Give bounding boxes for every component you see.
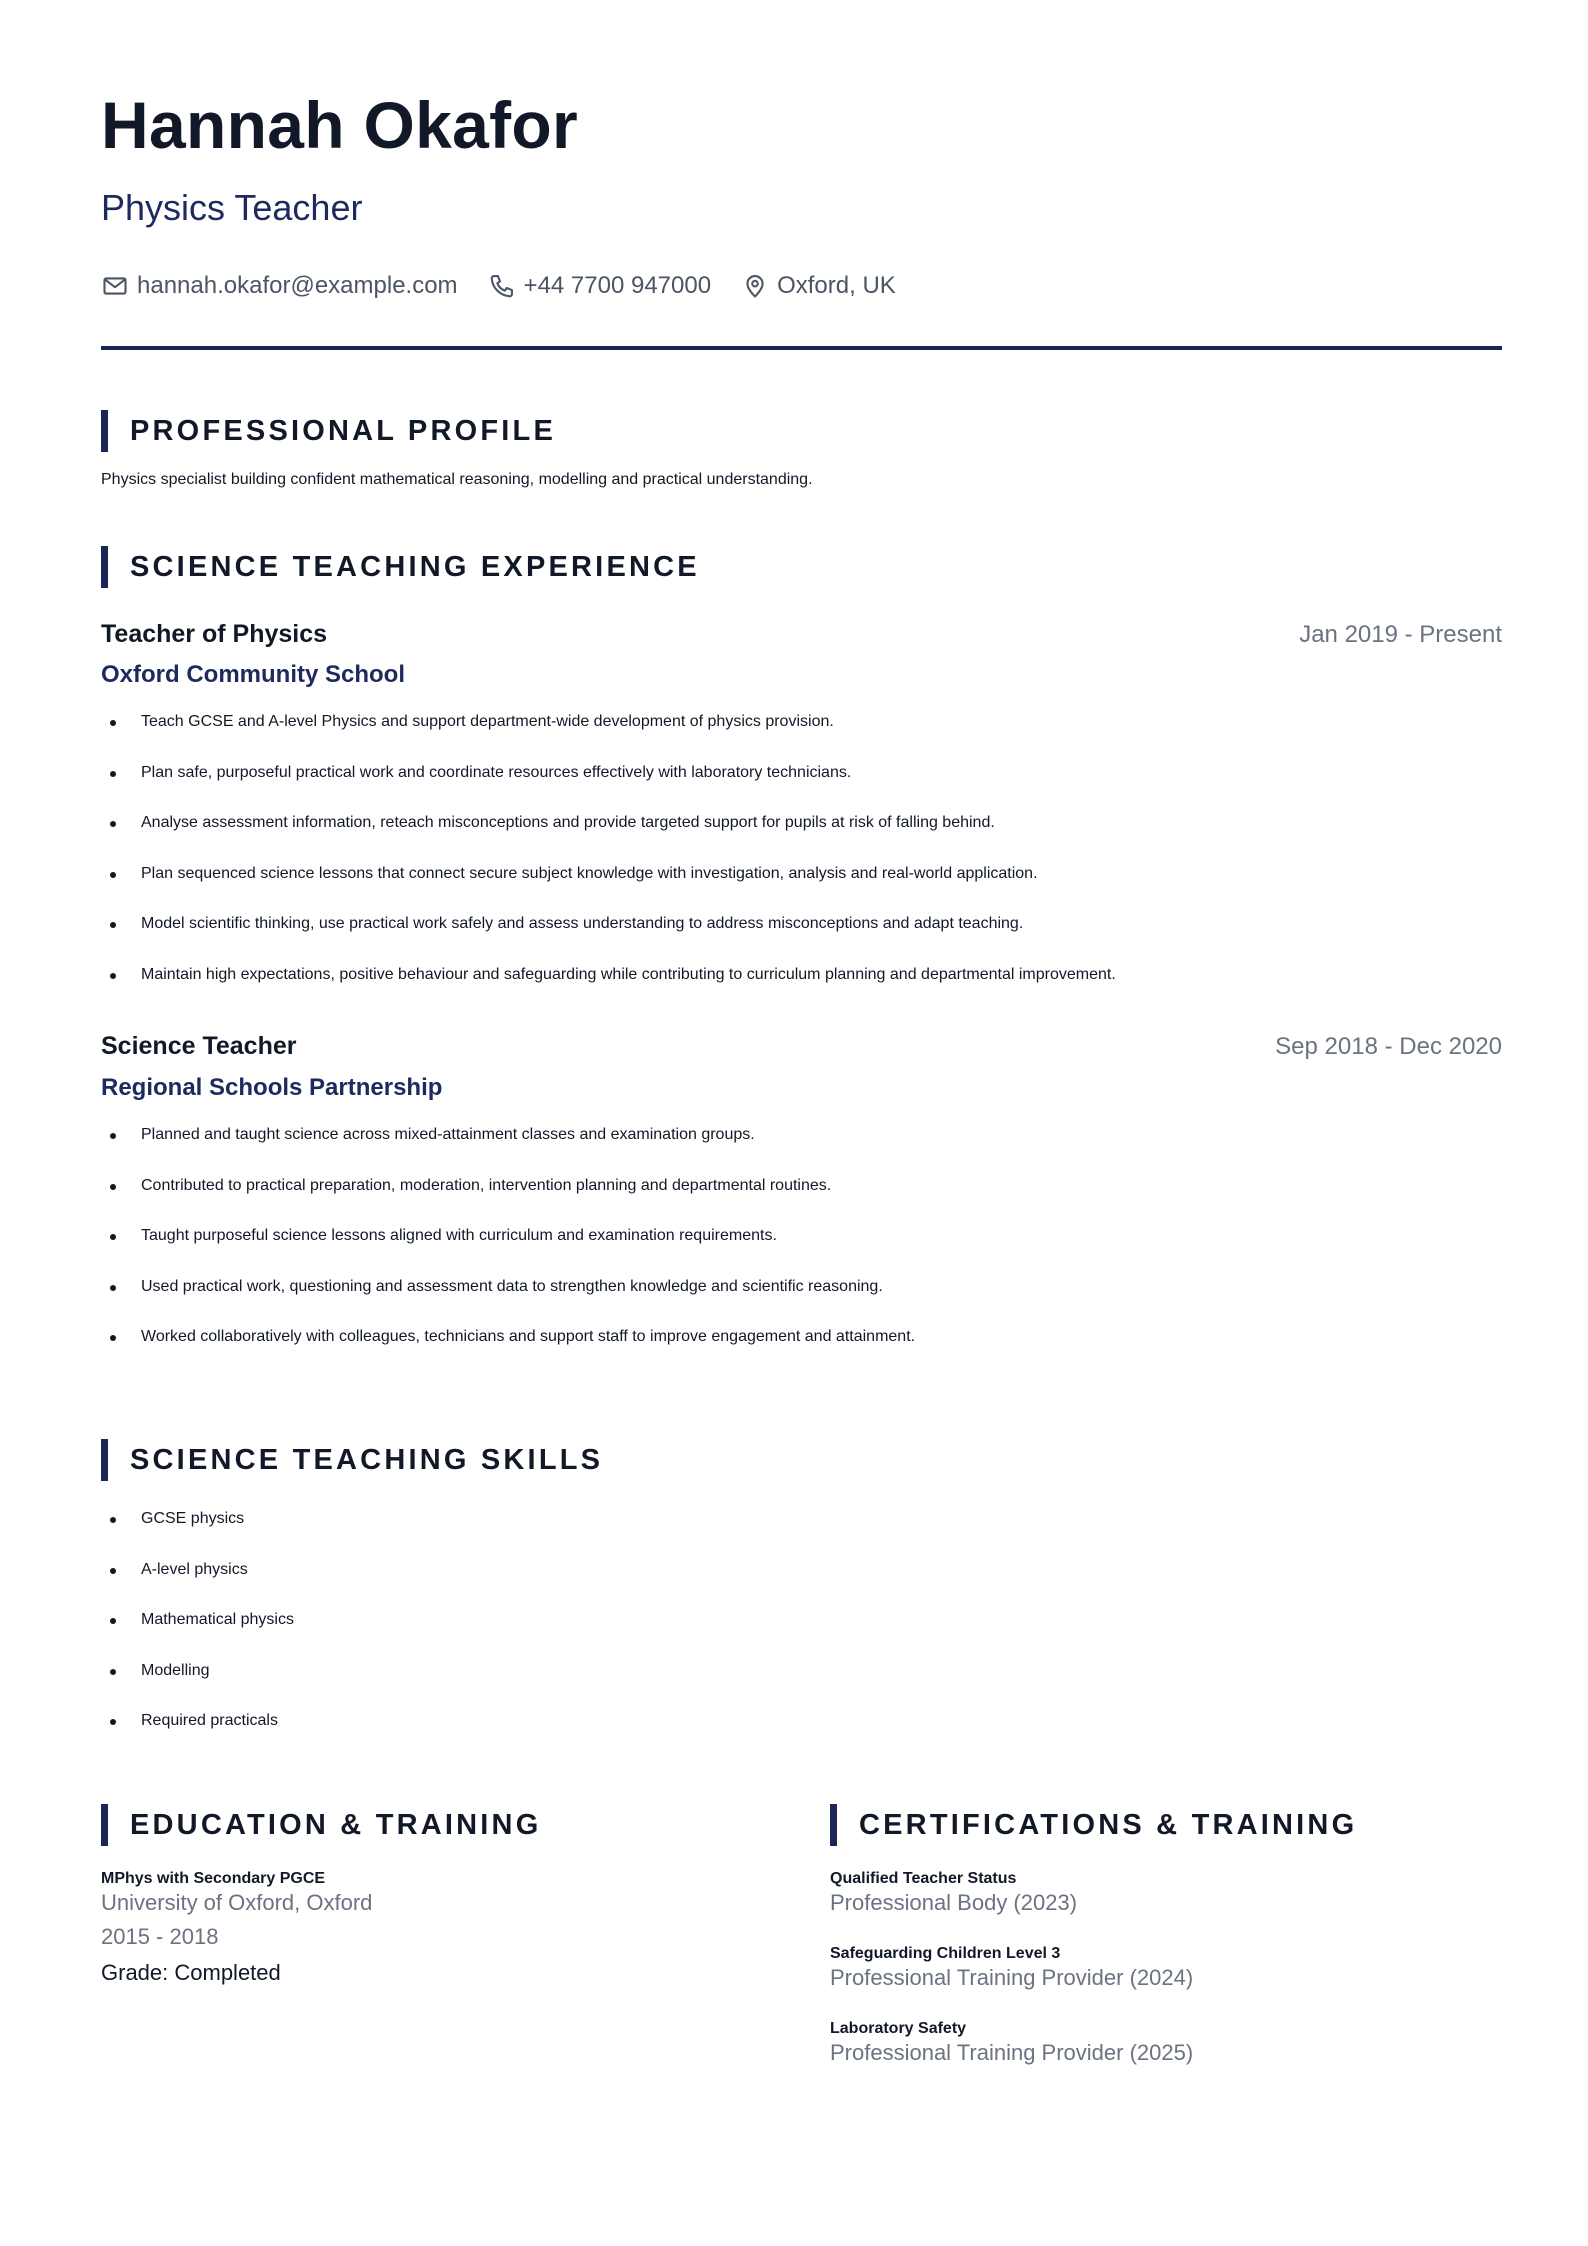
section-heading-skills: SCIENCE TEACHING SKILLS (101, 1439, 603, 1481)
section-accent-bar (101, 410, 108, 452)
list-item: Modelling (101, 1661, 294, 1712)
section-accent-bar (101, 1439, 108, 1481)
list-item: Planned and taught science across mixed-attainment classes and examination groups. (101, 1125, 915, 1176)
candidate-role: Physics Teacher (101, 187, 363, 228)
contact-location (741, 272, 896, 300)
mail-icon (101, 272, 129, 300)
certification-issuer: Professional Training Provider (2025) (830, 2040, 1194, 2065)
list-item: Taught purposeful science lessons aligned with curriculum and examination requirements. (101, 1226, 915, 1277)
header-divider (101, 346, 1502, 350)
contact-row (101, 272, 926, 300)
list-item: Plan sequenced science lessons that connect secure subject knowledge with investigation, analysis and real-world application. (101, 864, 1116, 915)
list-item: Used practical work, questioning and assessment data to strengthen knowledge and scientific reasoning. (101, 1277, 915, 1328)
location-text: Oxford, UK (777, 272, 896, 299)
job-organization: Oxford Community School (101, 661, 406, 688)
job-dates: Sep 2018 - Dec 2020 (1275, 1033, 1502, 1060)
list-item: Plan safe, purposeful practical work and coordinate resources effectively with laboratory technicians. (101, 763, 1116, 814)
job-title: Science Teacher (101, 1032, 297, 1060)
job-organization: Regional Schools Partnership (101, 1074, 443, 1101)
contact-email[interactable] (101, 272, 458, 300)
section-heading-education: EDUCATION & TRAINING (101, 1804, 541, 1846)
list-item: Contributed to practical preparation, moderation, intervention planning and departmental routines. (101, 1176, 915, 1227)
contact-phone[interactable] (488, 272, 712, 300)
phone-icon (488, 272, 516, 300)
section-heading-experience: SCIENCE TEACHING EXPERIENCE (101, 546, 700, 588)
email-text: hannah.okafor@example.com (137, 272, 458, 299)
profile-summary: Physics specialist building confident mathematical reasoning, modelling and practical understanding. (101, 471, 813, 488)
certification-name: Qualified Teacher Status (830, 1870, 1017, 1887)
section-accent-bar (830, 1804, 837, 1846)
institution: University of Oxford, Oxford (101, 1890, 373, 1915)
skills-list (101, 1509, 294, 1762)
certification-entry (830, 1869, 1077, 1917)
job-title: Teacher of Physics (101, 620, 328, 648)
list-item: Maintain high expectations, positive behaviour and safeguarding while contributing to curriculum planning and departmental improvement. (101, 965, 1116, 1016)
certification-issuer: Professional Body (2023) (830, 1890, 1078, 1915)
certification-name: Safeguarding Children Level 3 (830, 1945, 1061, 1962)
list-item: Mathematical physics (101, 1610, 294, 1661)
certification-name: Laboratory Safety (830, 2020, 967, 2037)
list-item: Teach GCSE and A-level Physics and support department-wide development of physics provision. (101, 712, 1116, 763)
list-item: A-level physics (101, 1560, 294, 1611)
education-entry (101, 1869, 372, 1987)
phone-text: +44 7700 947000 (523, 272, 712, 299)
list-item: Model scientific thinking, use practical work safely and assess understanding to address misconceptions and adapt teaching. (101, 914, 1116, 965)
location-pin-icon (741, 272, 769, 300)
candidate-name: Hannah Okafor (101, 88, 578, 162)
section-heading-certifications: CERTIFICATIONS & TRAINING (830, 1804, 1357, 1846)
section-heading-profile: PROFESSIONAL PROFILE (101, 410, 556, 452)
job-bullets (101, 1125, 915, 1378)
list-item: Required practicals (101, 1711, 294, 1762)
section-accent-bar (101, 1804, 108, 1846)
section-accent-bar (101, 546, 108, 588)
certification-entry (830, 1944, 1193, 1992)
education-years: 2015 - 2018 (101, 1924, 219, 1949)
job-dates: Jan 2019 - Present (1299, 621, 1502, 648)
job-bullets (101, 712, 1116, 1015)
list-item: GCSE physics (101, 1509, 294, 1560)
education-grade: Grade: Completed (101, 1960, 281, 1985)
certification-issuer: Professional Training Provider (2024) (830, 1965, 1194, 1990)
certification-entry (830, 2019, 1193, 2067)
degree-title: MPhys with Secondary PGCE (101, 1870, 326, 1887)
list-item: Worked collaboratively with colleagues, technicians and support staff to improve engagement and attainment. (101, 1327, 915, 1378)
list-item: Analyse assessment information, reteach misconceptions and provide targeted support for pupils at risk of falling behind. (101, 813, 1116, 864)
